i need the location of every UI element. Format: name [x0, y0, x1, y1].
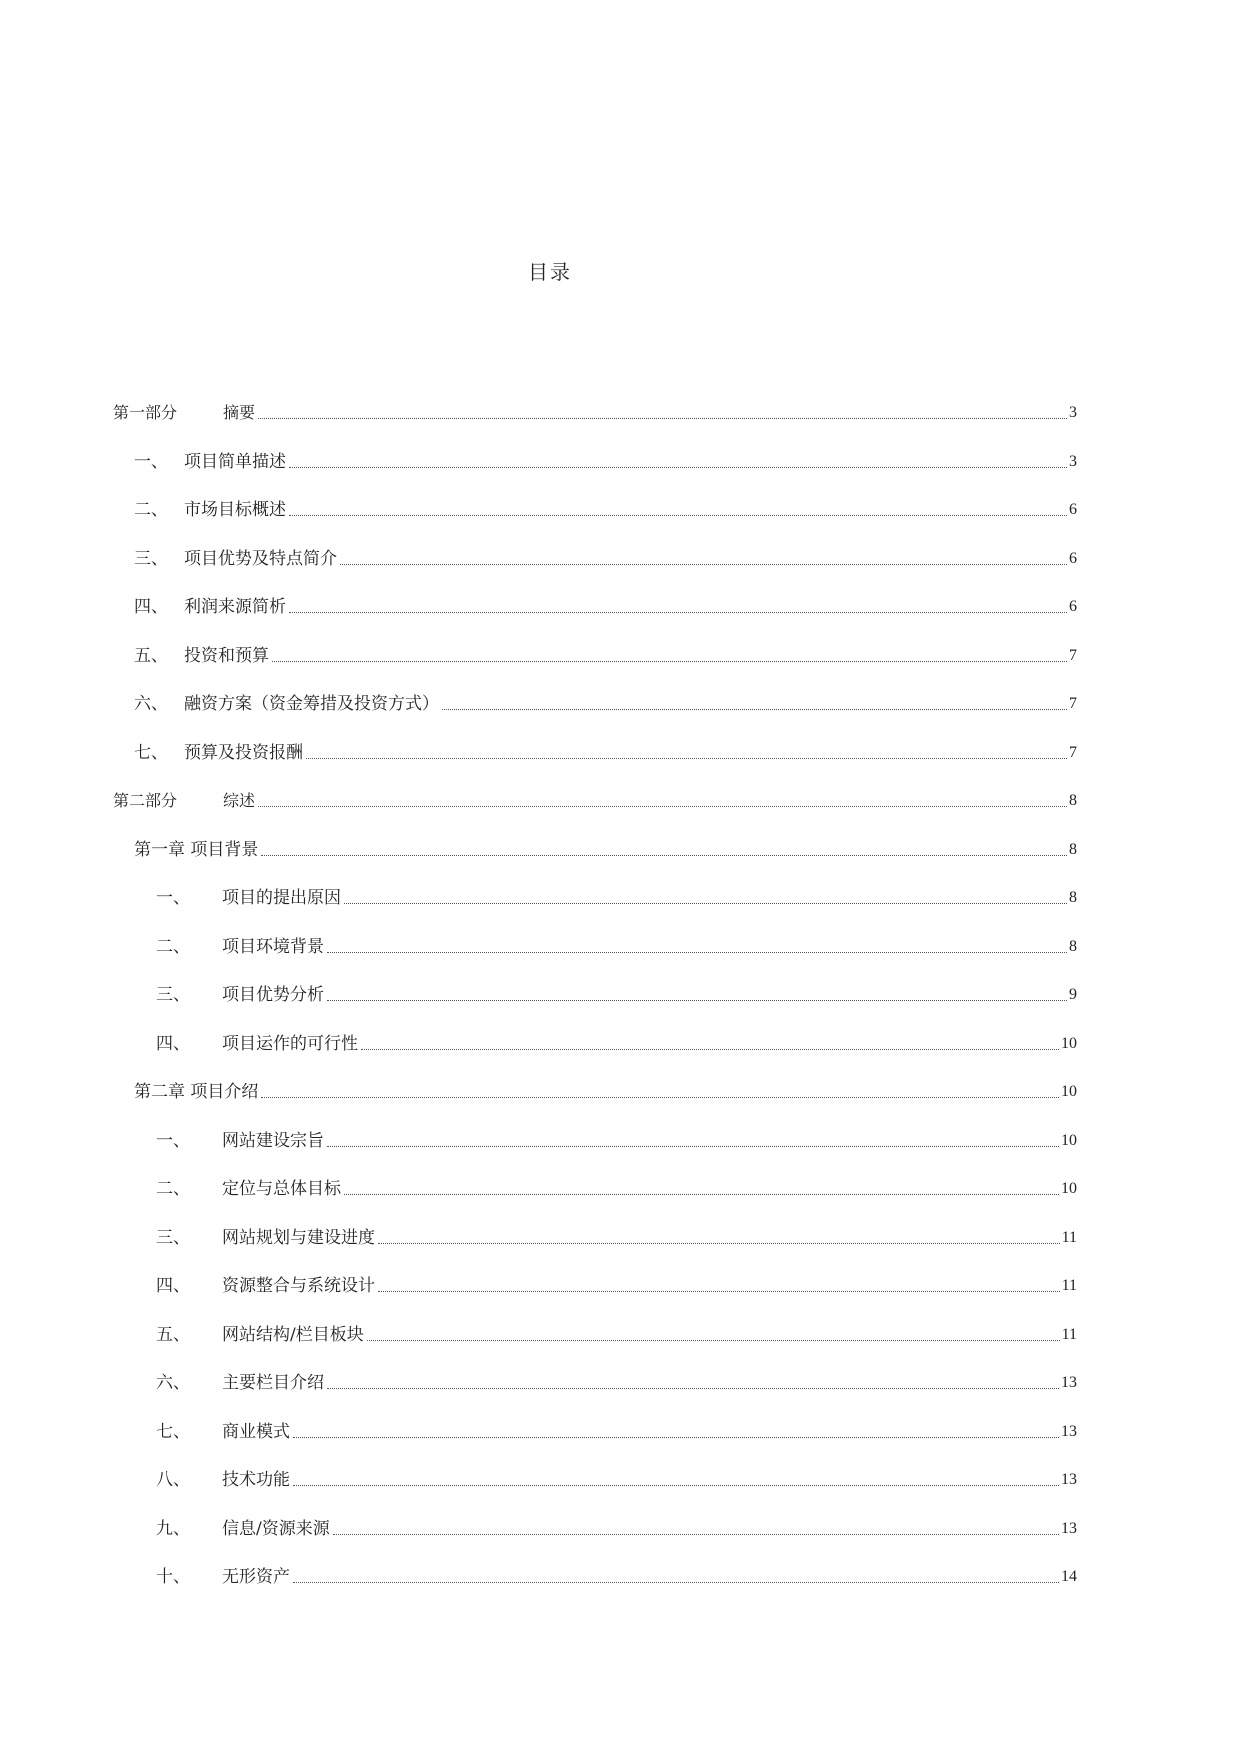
toc-entry-number: 三、 [156, 985, 190, 1005]
toc-entry[interactable] [134, 544, 1077, 570]
toc-entry[interactable] [134, 447, 1077, 473]
toc-entry-page: 10 [1061, 1131, 1077, 1149]
toc-entry[interactable] [134, 495, 1077, 521]
dot-leader [327, 1146, 1059, 1147]
toc-entry-number: 四、 [156, 1033, 190, 1054]
toc-entry-label: 资源整合与系统设计 [222, 1276, 375, 1296]
toc-entry-page: 8 [1069, 792, 1077, 809]
toc-entry-number: 十、 [156, 1567, 190, 1587]
toc-entry-page: 6 [1069, 501, 1077, 518]
toc-entry-label: 第一章 项目背景 [134, 839, 259, 860]
toc-entry-label: 融资方案（资金筹措及投资方式） [184, 694, 439, 714]
toc-entry-page: 13 [1061, 1519, 1077, 1537]
toc-entry-number: 三、 [134, 548, 168, 569]
toc-entry-page: 8 [1069, 840, 1077, 858]
toc-entry[interactable] [156, 932, 1077, 958]
toc-entry-label: 信息/资源来源 [222, 1518, 330, 1539]
toc-entry-page: 7 [1069, 743, 1077, 761]
toc-entry[interactable] [156, 1126, 1077, 1152]
toc-entry-page: 11 [1061, 1228, 1077, 1246]
toc-entry-label: 商业模式 [222, 1421, 290, 1442]
toc-entry-label: 无形资产 [222, 1567, 290, 1587]
toc-entry[interactable] [134, 641, 1077, 667]
toc-entry-page: 11 [1061, 1277, 1077, 1294]
dot-leader [378, 1243, 1060, 1244]
toc-entry-label: 网站规划与建设进度 [222, 1227, 375, 1248]
toc-entry-page: 10 [1061, 1180, 1077, 1197]
dot-leader [378, 1291, 1060, 1292]
toc-entry[interactable] [156, 1562, 1077, 1588]
dot-leader [344, 903, 1067, 904]
dot-leader [258, 806, 1067, 807]
toc-entry-page: 8 [1069, 937, 1077, 955]
toc-entry[interactable] [156, 1514, 1077, 1540]
toc-entry[interactable] [156, 1223, 1077, 1249]
dot-leader [340, 564, 1067, 565]
dot-leader [344, 1194, 1059, 1195]
toc-entry[interactable] [156, 1320, 1077, 1346]
toc-entry-page: 10 [1061, 1034, 1077, 1052]
toc-entry[interactable] [134, 738, 1077, 764]
toc-entry-page: 8 [1069, 889, 1077, 906]
toc-entry[interactable] [156, 883, 1077, 909]
toc-entry-page: 3 [1069, 452, 1077, 470]
dot-leader [293, 1437, 1059, 1438]
toc-entry[interactable] [134, 1077, 1077, 1103]
toc-entry-number: 五、 [134, 645, 168, 666]
dot-leader [442, 709, 1067, 710]
dot-leader [367, 1340, 1060, 1341]
toc-entry[interactable] [134, 689, 1077, 715]
toc-entry[interactable] [156, 1029, 1077, 1055]
toc-entry-page: 7 [1069, 646, 1077, 664]
toc-entry[interactable] [156, 1465, 1077, 1491]
toc-entry-label: 项目简单描述 [184, 451, 286, 472]
toc-entry-page: 13 [1061, 1422, 1077, 1440]
toc-entry-page: 14 [1061, 1568, 1077, 1585]
dot-leader [333, 1534, 1059, 1535]
dot-leader [258, 418, 1067, 419]
toc-entry[interactable] [156, 1271, 1077, 1297]
toc-entry-page: 9 [1069, 986, 1077, 1003]
dot-leader [261, 1097, 1059, 1098]
toc-entry-number: 二、 [156, 1179, 190, 1199]
toc-entry-number: 六、 [134, 694, 168, 714]
toc-entry[interactable] [134, 592, 1077, 618]
toc-entry-number: 一、 [134, 451, 168, 472]
toc-entry-page: 13 [1061, 1374, 1077, 1391]
toc-entry-page: 11 [1061, 1325, 1077, 1343]
toc-entry-label: 技术功能 [222, 1470, 290, 1490]
toc-entry-number: 第一部分 [113, 403, 178, 422]
dot-leader [361, 1049, 1059, 1050]
dot-leader [289, 467, 1067, 468]
toc-entry-number: 九、 [156, 1518, 190, 1539]
toc-entry-page: 7 [1069, 695, 1077, 712]
toc-entry-page: 6 [1069, 549, 1077, 567]
dot-leader [261, 855, 1067, 856]
toc-entry-label: 项目运作的可行性 [222, 1033, 358, 1054]
toc-entry-page: 6 [1069, 598, 1077, 615]
toc-entry-label: 预算及投资报酬 [184, 742, 303, 763]
toc-entry-number: 七、 [156, 1421, 190, 1442]
toc-entry-label: 投资和预算 [184, 645, 269, 666]
toc-entry-label: 项目环境背景 [222, 936, 324, 957]
toc-entry-label: 利润来源简析 [184, 597, 286, 617]
toc-entry-number: 四、 [134, 597, 168, 617]
toc-entry[interactable] [113, 786, 1077, 812]
toc-entry-label: 项目的提出原因 [222, 888, 341, 908]
toc-entry-number: 一、 [156, 1130, 190, 1151]
toc-entry-label: 主要栏目介绍 [222, 1373, 324, 1393]
dot-leader [272, 661, 1067, 662]
dot-leader [327, 1000, 1067, 1001]
dot-leader [327, 1388, 1059, 1389]
toc-entry-number: 二、 [156, 936, 190, 957]
toc-entry-number: 三、 [156, 1227, 190, 1248]
toc-entry-number: 一、 [156, 888, 190, 908]
toc-entry-number: 五、 [156, 1324, 190, 1345]
toc-entry[interactable] [113, 398, 1077, 424]
dot-leader [293, 1485, 1059, 1486]
toc-entry[interactable] [156, 1417, 1077, 1443]
toc-entry-label: 网站建设宗旨 [222, 1130, 324, 1151]
toc-entry-page: 10 [1061, 1083, 1077, 1100]
toc-entry-label: 定位与总体目标 [222, 1179, 341, 1199]
dot-leader [293, 1582, 1059, 1583]
toc-entry[interactable] [134, 835, 1077, 861]
toc-entry-label: 摘要 [223, 403, 256, 422]
toc-entry[interactable] [156, 1368, 1077, 1394]
dot-leader [306, 758, 1067, 759]
dot-leader [289, 612, 1067, 613]
toc-entry-number: 第二部分 [113, 791, 178, 810]
toc-entry-label: 项目优势分析 [222, 985, 324, 1005]
toc-entry[interactable] [156, 1174, 1077, 1200]
toc-entry-number: 七、 [134, 742, 168, 763]
toc-entry-page: 3 [1069, 404, 1077, 421]
toc-entry-number: 二、 [134, 500, 168, 520]
toc-entry-label: 市场目标概述 [184, 500, 286, 520]
toc-entry-number: 八、 [156, 1470, 190, 1490]
toc-entry-number: 六、 [156, 1373, 190, 1393]
toc-entry-label: 第二章 项目介绍 [134, 1082, 259, 1102]
toc-title: 目录 [528, 260, 572, 284]
toc-entry-label: 综述 [223, 791, 256, 810]
toc-entry-label: 项目优势及特点简介 [184, 548, 337, 569]
toc-entry-label: 网站结构/栏目板块 [222, 1324, 364, 1345]
toc-entry-number: 四、 [156, 1276, 190, 1296]
dot-leader [327, 952, 1067, 953]
toc-entry-page: 13 [1061, 1471, 1077, 1488]
toc-entry[interactable] [156, 980, 1077, 1006]
dot-leader [289, 515, 1067, 516]
